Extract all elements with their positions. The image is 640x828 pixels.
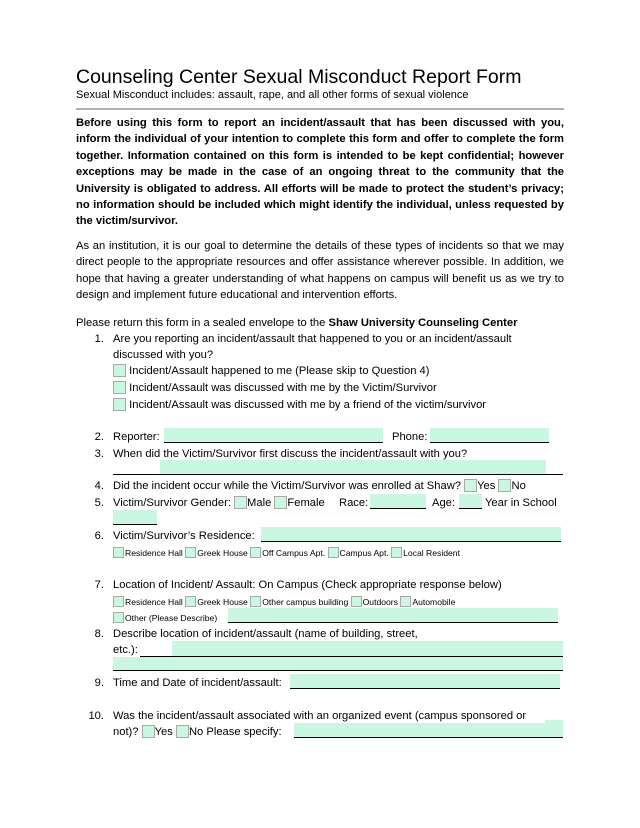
page-subtitle: Sexual Misconduct includes: assault, rape, and all other forms of sexual violence	[76, 89, 469, 101]
q1-text-line2: discussed with you?	[113, 349, 214, 361]
header-divider	[76, 108, 564, 110]
residence-label: Victim/Survivor’s Residence:	[113, 530, 255, 542]
phone-field[interactable]	[430, 428, 549, 443]
q2-number: 2.	[94, 431, 104, 443]
q10-yes-checkbox[interactable]	[142, 725, 155, 738]
location-opt-5[interactable]: Automobile	[400, 597, 455, 607]
location-other-checkbox[interactable]	[113, 612, 124, 623]
reporter-field[interactable]	[164, 428, 383, 443]
year-in-school-label: Year in School	[485, 497, 557, 509]
age-field[interactable]	[459, 494, 482, 509]
q4-question: Did the incident occur while the Victim/Survivor was enrolled at Shaw? Yes No	[113, 480, 526, 492]
location-opt-2[interactable]: Greek House	[185, 597, 248, 607]
location-description-field-2[interactable]	[113, 657, 563, 671]
q4-no-checkbox[interactable]	[498, 479, 511, 492]
residence-options	[113, 545, 460, 561]
q7-number: 7.	[94, 579, 104, 591]
residence-opt-2[interactable]: Greek House	[185, 548, 248, 558]
location-label: Location of Incident/ Assault: On Campus (Check appropriate response below)	[113, 579, 502, 591]
q5-number: 5.	[94, 497, 104, 509]
residence-opt-4[interactable]: Campus Apt.	[328, 548, 389, 558]
q1-option-2-checkbox[interactable]	[113, 381, 126, 394]
return-instructions: Please return this form in a sealed envelope to the Shaw University Counseling Center	[76, 317, 518, 329]
page-title: Counseling Center Sexual Misconduct Report Form	[76, 66, 522, 88]
location-opt-3[interactable]: Other campus building	[250, 597, 348, 607]
return-place: Shaw University Counseling Center	[328, 317, 518, 329]
confidentiality-notice: Before using this form to report an incident/assault that has been discussed with you, inform the individual of your intention to complete this form and offer to complete the form together. Information contained on this form is intended to be kept confidential; however exceptions may be made in the case of an ongoing threat to the community that the University is obligated to address. All efforts will be made to protect the student’s privacy; no information should be included which might identify the individual, unless requested by the victim/survivor.	[76, 117, 564, 228]
q3-number: 3.	[94, 448, 104, 460]
location-opt-4[interactable]: Outdoors	[351, 597, 398, 607]
race-label: Race:	[339, 497, 369, 509]
residence-field[interactable]	[261, 527, 561, 542]
q1-number: 1.	[94, 333, 104, 345]
q1-option-1-checkbox[interactable]	[113, 364, 126, 377]
q10-no-checkbox[interactable]	[176, 725, 189, 738]
q3-underline	[113, 474, 563, 475]
residence-opt-3[interactable]: Off Campus Apt.	[250, 548, 325, 558]
q10-number: 10.	[88, 710, 104, 722]
q10-text-line1: Was the incident/assault associated with an organized event (campus sponsored or	[113, 710, 527, 722]
location-opt-1[interactable]: Residence Hall	[113, 597, 183, 607]
time-date-label: Time and Date of incident/assault:	[113, 677, 282, 689]
age-label: Age:	[432, 497, 456, 509]
event-specify-field[interactable]	[294, 723, 563, 738]
q1-option-3-checkbox[interactable]	[113, 398, 126, 411]
q1-text-line1: Are you reporting an incident/assault that happened to you or an incident/assault	[113, 333, 512, 345]
q3-field[interactable]	[160, 460, 546, 474]
q4-number: 4.	[94, 480, 104, 492]
purpose-paragraph: As an institution, it is our goal to determine the details of these types of incidents so that we may direct people to the appropriate resources and offer assistance wherever possible. In addition, we hope that having a greater understanding of what happens on campus will benefit us as we try to design and implement future educational and intervention efforts.	[76, 240, 564, 302]
reporter-label: Reporter:	[113, 431, 160, 443]
q8-text-line1: Describe location of incident/assault (name of building, street,	[113, 628, 418, 640]
q9-number: 9.	[94, 677, 104, 689]
gender-female-checkbox[interactable]	[274, 496, 287, 509]
year-in-school-field[interactable]	[113, 510, 157, 525]
location-other[interactable]: Other (Please Describe)	[113, 610, 217, 626]
q1-option-2[interactable]: Incident/Assault was discussed with me by the Victim/Survivor	[113, 380, 437, 396]
q3-text: When did the Victim/Survivor first discuss the incident/assault with you?	[113, 448, 468, 460]
phone-label: Phone:	[392, 431, 428, 443]
residence-opt-1[interactable]: Residence Hall	[113, 548, 183, 558]
q10-question-line2: not)? Yes No Please specify:	[113, 726, 282, 738]
race-field[interactable]	[370, 494, 426, 509]
time-date-field[interactable]	[290, 674, 560, 689]
q8-number: 8.	[94, 628, 104, 640]
location-description-field-1[interactable]	[172, 641, 563, 657]
q1-option-1[interactable]: Incident/Assault happened to me (Please skip to Question 4)	[113, 363, 429, 379]
q5-question: Victim/Survivor Gender: Male Female	[113, 497, 325, 509]
q6-number: 6.	[94, 530, 104, 542]
q1-option-3[interactable]: Incident/Assault was discussed with me by a friend of the victim/survivor	[113, 397, 486, 413]
residence-opt-5[interactable]: Local Resident	[391, 548, 460, 558]
q8-text-line2: etc.):	[113, 644, 138, 656]
location-other-field[interactable]	[228, 608, 558, 623]
q4-yes-checkbox[interactable]	[464, 479, 477, 492]
gender-male-checkbox[interactable]	[234, 496, 247, 509]
